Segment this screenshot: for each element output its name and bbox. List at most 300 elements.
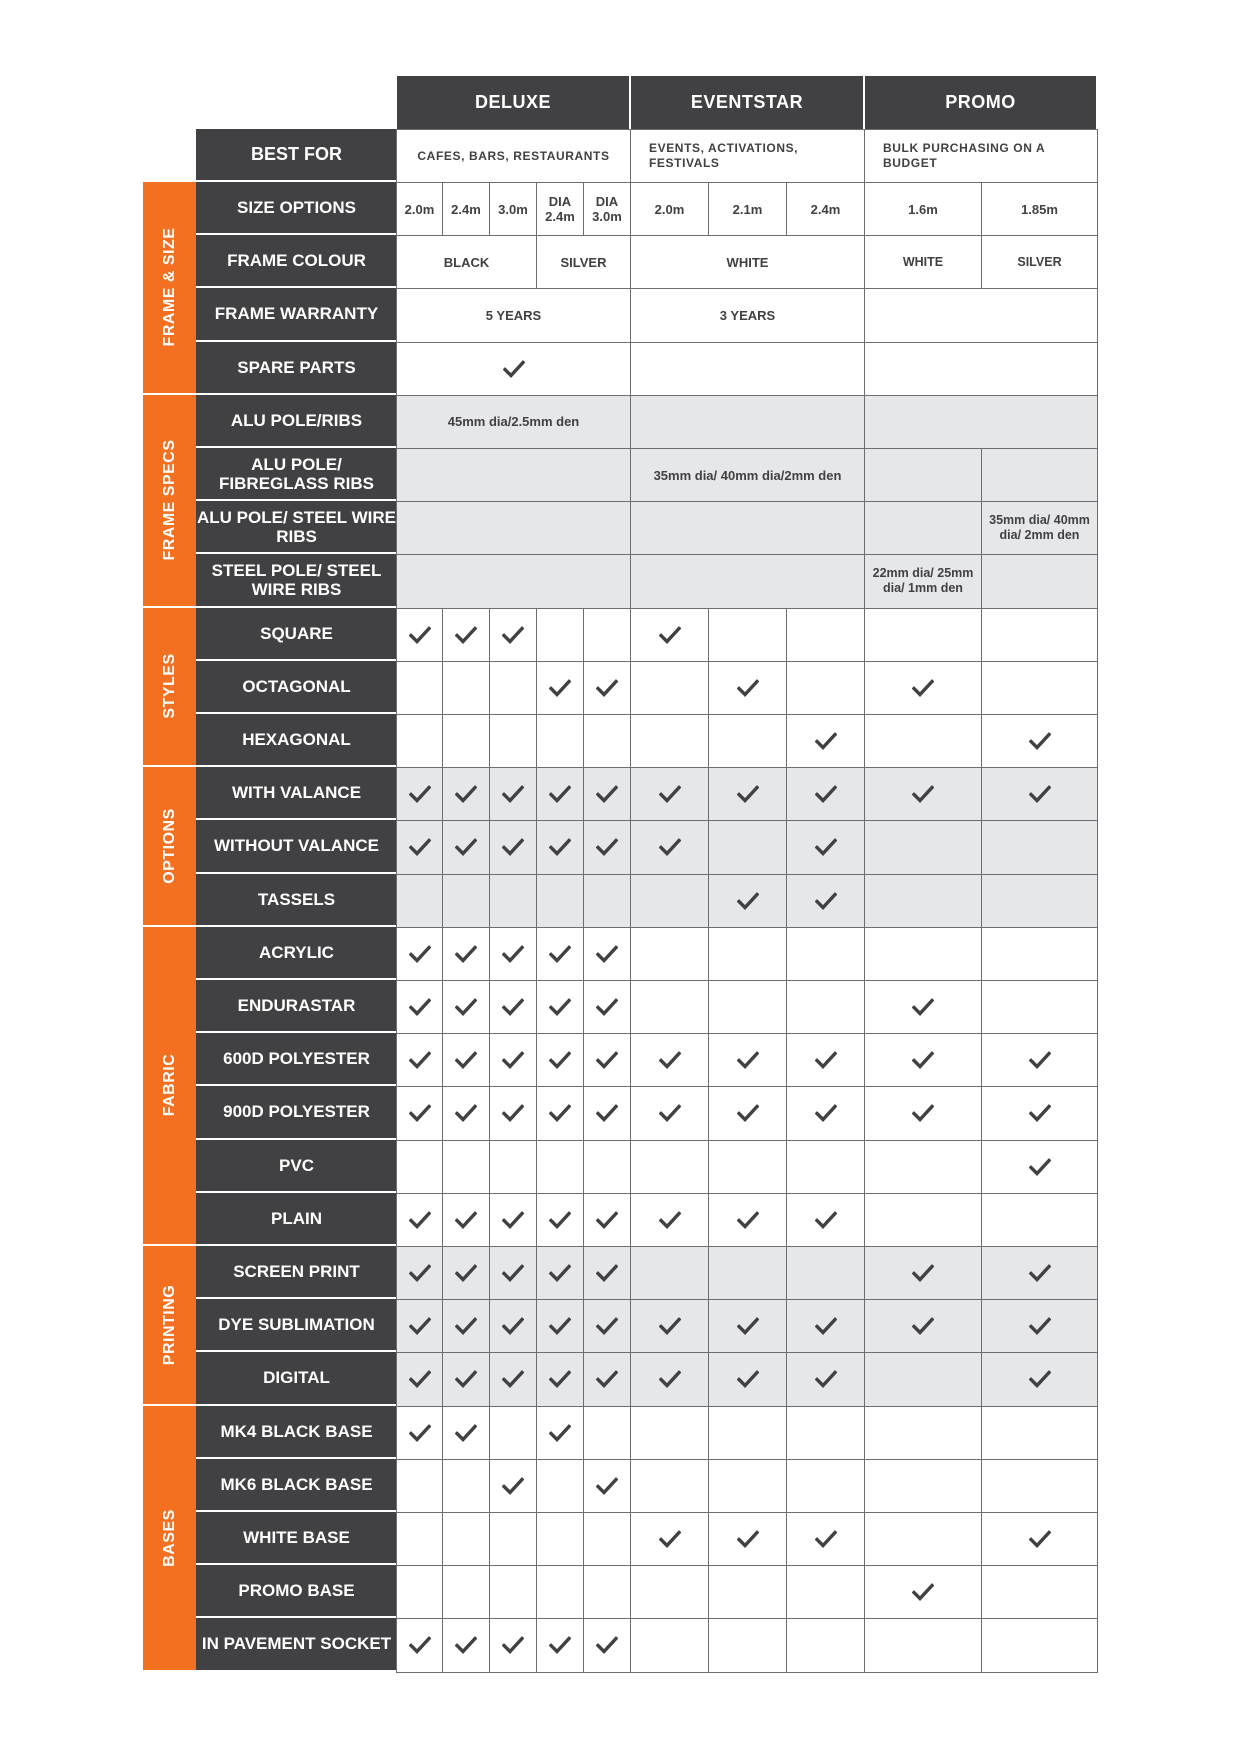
- spec-cell: [396, 448, 631, 502]
- checkmark-icon: [815, 1530, 837, 1548]
- check-cell: [489, 980, 537, 1034]
- checkmark-icon: [455, 1636, 477, 1654]
- check-cell: [442, 714, 490, 768]
- row-label: ALU POLE/ FIBREGLASS RIBS: [196, 448, 397, 501]
- check-cell: [489, 1565, 537, 1619]
- check-cell: [396, 714, 443, 768]
- best-for-value: EVENTS, ACTIVATIONS, FESTIVALS: [630, 129, 865, 183]
- check-cell: [981, 1406, 1098, 1460]
- checkmark-icon: [409, 1370, 431, 1388]
- check-cell: [864, 661, 982, 715]
- check-cell: [489, 820, 537, 874]
- size-option-cell: 2.1m: [708, 182, 787, 236]
- checkmark-icon: [596, 679, 618, 697]
- check-cell: [864, 1193, 982, 1247]
- section-label-printing: [143, 1246, 196, 1406]
- checkmark-icon: [502, 1104, 524, 1122]
- spec-cell: [864, 501, 982, 555]
- spec-cell: 5 YEARS: [396, 288, 631, 342]
- section-title: FRAME SPECS: [160, 439, 178, 561]
- checkmark-icon: [659, 626, 681, 644]
- checkmark-icon: [596, 1370, 618, 1388]
- tier-header-promo: PROMO: [865, 76, 1098, 129]
- row-label: WITHOUT VALANCE: [196, 820, 397, 873]
- checkmark-icon: [549, 1636, 571, 1654]
- checkmark-icon: [455, 785, 477, 803]
- check-cell: [981, 1193, 1098, 1247]
- row-label: ENDURASTAR: [196, 980, 397, 1033]
- spec-cell: [981, 554, 1098, 608]
- check-cell: [708, 927, 787, 981]
- check-cell: [981, 1140, 1098, 1194]
- check-cell: [786, 980, 865, 1034]
- check-cell: [583, 1512, 631, 1566]
- check-cell: [442, 1618, 490, 1672]
- check-cell: [583, 767, 631, 821]
- check-cell: [981, 1299, 1098, 1353]
- row-label: PVC: [196, 1140, 397, 1193]
- checkmark-icon: [1029, 1158, 1051, 1176]
- checkmark-icon: [737, 785, 759, 803]
- row-label: TASSELS: [196, 874, 397, 927]
- check-cell: [708, 1033, 787, 1087]
- checkmark-icon: [455, 1104, 477, 1122]
- check-cell: [708, 1299, 787, 1353]
- checkmark-icon: [502, 1051, 524, 1069]
- check-cell: [786, 1086, 865, 1140]
- row-label: OCTAGONAL: [196, 661, 397, 714]
- check-cell: [864, 1406, 982, 1460]
- check-cell: [630, 927, 709, 981]
- checkmark-icon: [659, 838, 681, 856]
- spec-cell: [864, 288, 1098, 342]
- check-cell: [864, 820, 982, 874]
- check-cell: [786, 874, 865, 928]
- check-cell: [442, 927, 490, 981]
- check-cell: [864, 874, 982, 928]
- checkmark-icon: [502, 838, 524, 856]
- checkmark-icon: [737, 1104, 759, 1122]
- check-cell: [786, 1193, 865, 1247]
- checkmark-icon: [549, 998, 571, 1016]
- spec-cell: 3 YEARS: [630, 288, 865, 342]
- check-cell: [396, 1512, 443, 1566]
- checkmark-icon: [502, 785, 524, 803]
- row-label: ALU POLE/ STEEL WIRE RIBS: [196, 501, 397, 554]
- check-cell: [442, 1193, 490, 1247]
- check-cell: [981, 1459, 1098, 1513]
- check-cell: [489, 608, 537, 662]
- spec-cell: [396, 554, 631, 608]
- row-label: SIZE OPTIONS: [196, 182, 397, 235]
- check-cell: [708, 1140, 787, 1194]
- check-cell: [489, 1140, 537, 1194]
- size-option-cell: DIA 3.0m: [583, 182, 631, 236]
- checkmark-icon: [596, 1051, 618, 1069]
- checkmark-icon: [596, 1211, 618, 1229]
- check-cell: [396, 1565, 443, 1619]
- check-cell: [630, 820, 709, 874]
- check-cell: [708, 767, 787, 821]
- checkmark-icon: [502, 1477, 524, 1495]
- spec-cell: [864, 342, 1098, 396]
- check-cell: [442, 767, 490, 821]
- checkmark-icon: [815, 838, 837, 856]
- check-cell: [489, 1618, 537, 1672]
- check-cell: [864, 1565, 982, 1619]
- section-title: FRAME & SIZE: [160, 227, 178, 347]
- check-cell: [489, 1352, 537, 1406]
- checkmark-icon: [549, 1104, 571, 1122]
- check-cell: [630, 1193, 709, 1247]
- check-cell: [786, 1459, 865, 1513]
- check-cell: [583, 1246, 631, 1300]
- row-label: 900D POLYESTER: [196, 1086, 397, 1139]
- check-cell: [864, 608, 982, 662]
- checkmark-icon: [912, 1051, 934, 1069]
- checkmark-icon: [409, 945, 431, 963]
- checkmark-icon: [549, 785, 571, 803]
- check-cell: [786, 767, 865, 821]
- check-cell: [489, 661, 537, 715]
- check-cell: [536, 1246, 584, 1300]
- check-cell: [583, 980, 631, 1034]
- row-label: WITH VALANCE: [196, 767, 397, 820]
- checkmark-icon: [737, 892, 759, 910]
- check-cell: [864, 1033, 982, 1087]
- check-cell: [583, 1193, 631, 1247]
- checkmark-icon: [455, 1211, 477, 1229]
- check-cell: [864, 767, 982, 821]
- check-cell: [864, 1086, 982, 1140]
- checkmark-icon: [737, 1530, 759, 1548]
- check-cell: [442, 1033, 490, 1087]
- checkmark-icon: [737, 1317, 759, 1335]
- row-label: DIGITAL: [196, 1352, 397, 1405]
- row-label: ALU POLE/RIBS: [196, 395, 397, 448]
- checkmark-icon: [596, 1104, 618, 1122]
- check-cell: [396, 820, 443, 874]
- checkmark-icon: [737, 1370, 759, 1388]
- check-cell: [583, 1565, 631, 1619]
- check-cell: [981, 874, 1098, 928]
- checkmark-icon: [502, 1317, 524, 1335]
- check-cell: [396, 1299, 443, 1353]
- checkmark-icon: [549, 1317, 571, 1335]
- check-cell: [786, 1299, 865, 1353]
- checkmark-icon: [1029, 1264, 1051, 1282]
- spec-cell: [396, 501, 631, 555]
- check-cell: [489, 1512, 537, 1566]
- check-cell: [708, 1246, 787, 1300]
- check-cell: [981, 1352, 1098, 1406]
- check-cell: [630, 874, 709, 928]
- row-label: FRAME WARRANTY: [196, 288, 397, 341]
- check-cell: [489, 767, 537, 821]
- checkmark-icon: [912, 679, 934, 697]
- check-cell: [864, 1512, 982, 1566]
- checkmark-icon: [737, 1211, 759, 1229]
- check-cell: [489, 1459, 537, 1513]
- checkmark-icon: [815, 892, 837, 910]
- check-cell: [864, 927, 982, 981]
- check-cell: [630, 1299, 709, 1353]
- check-cell: [536, 1618, 584, 1672]
- check-cell: [489, 874, 537, 928]
- check-cell: [786, 1565, 865, 1619]
- check-cell: [630, 1033, 709, 1087]
- check-cell: [396, 874, 443, 928]
- check-cell: [396, 980, 443, 1034]
- check-cell: [786, 1512, 865, 1566]
- check-cell: [442, 1565, 490, 1619]
- check-cell: [583, 1086, 631, 1140]
- check-cell: [489, 1299, 537, 1353]
- check-cell: [396, 608, 443, 662]
- check-cell: [583, 927, 631, 981]
- check-cell: [536, 1033, 584, 1087]
- check-cell: [536, 1406, 584, 1460]
- check-cell: [396, 1406, 443, 1460]
- row-label: ACRYLIC: [196, 927, 397, 980]
- check-cell: [442, 1086, 490, 1140]
- check-cell: [786, 714, 865, 768]
- check-cell: [786, 1246, 865, 1300]
- checkmark-icon: [659, 1530, 681, 1548]
- checkmark-icon: [659, 1370, 681, 1388]
- check-cell: [536, 1352, 584, 1406]
- check-cell: [442, 1459, 490, 1513]
- spec-cell: 35mm dia/ 40mm dia/ 2mm den: [981, 501, 1098, 555]
- check-cell: [708, 1406, 787, 1460]
- row-label: 600D POLYESTER: [196, 1033, 397, 1086]
- check-cell: [981, 608, 1098, 662]
- check-cell: [536, 714, 584, 768]
- check-cell: [442, 608, 490, 662]
- check-cell: [536, 820, 584, 874]
- section-label-styles: [143, 608, 196, 768]
- check-cell: [708, 1193, 787, 1247]
- check-cell: [864, 1140, 982, 1194]
- check-cell: [864, 714, 982, 768]
- check-cell: [583, 1299, 631, 1353]
- check-cell: [442, 1352, 490, 1406]
- check-cell: [583, 1352, 631, 1406]
- row-label: PLAIN: [196, 1193, 397, 1246]
- check-cell: [396, 767, 443, 821]
- spec-cell: [864, 395, 1098, 449]
- checkmark-icon: [409, 785, 431, 803]
- check-cell: [630, 1352, 709, 1406]
- check-cell: [786, 1618, 865, 1672]
- check-cell: [708, 661, 787, 715]
- checkmark-icon: [659, 1211, 681, 1229]
- check-cell: [630, 1618, 709, 1672]
- checkmark-icon: [737, 1051, 759, 1069]
- check-cell: [708, 1459, 787, 1513]
- checkmark-icon: [455, 1264, 477, 1282]
- checkmark-icon: [409, 1317, 431, 1335]
- checkmark-icon: [503, 360, 525, 378]
- checkmark-icon: [455, 838, 477, 856]
- checkmark-icon: [815, 785, 837, 803]
- checkmark-icon: [659, 785, 681, 803]
- check-cell: [864, 1352, 982, 1406]
- check-cell: [981, 1512, 1098, 1566]
- checkmark-icon: [549, 1264, 571, 1282]
- check-cell: [536, 874, 584, 928]
- checkmark-icon: [659, 1317, 681, 1335]
- checkmark-icon: [549, 679, 571, 697]
- spec-cell: 35mm dia/ 40mm dia/2mm den: [630, 448, 865, 502]
- check-cell: [786, 1140, 865, 1194]
- check-cell: [396, 1459, 443, 1513]
- spec-cell: [630, 554, 865, 608]
- check-cell: [708, 980, 787, 1034]
- check-cell: [536, 661, 584, 715]
- checkmark-icon: [815, 1211, 837, 1229]
- check-cell: [583, 1459, 631, 1513]
- checkmark-icon: [409, 998, 431, 1016]
- check-cell: [396, 1033, 443, 1087]
- check-cell: [981, 980, 1098, 1034]
- check-cell: [786, 820, 865, 874]
- checkmark-icon: [455, 1424, 477, 1442]
- check-cell: [630, 1406, 709, 1460]
- section-title: PRINTING: [160, 1284, 178, 1366]
- checkmark-icon: [912, 998, 934, 1016]
- spec-cell: WHITE: [630, 235, 865, 289]
- checkmark-icon: [502, 998, 524, 1016]
- best-for-value: BULK PURCHASING ON A BUDGET: [864, 129, 1098, 183]
- section-label-frame-specs: [143, 395, 196, 608]
- check-cell: [981, 820, 1098, 874]
- checkmark-icon: [502, 1211, 524, 1229]
- checkmark-icon: [409, 626, 431, 644]
- check-cell: [981, 1086, 1098, 1140]
- row-label: SQUARE: [196, 608, 397, 661]
- checkmark-icon: [912, 1264, 934, 1282]
- check-cell: [786, 1352, 865, 1406]
- check-cell: [708, 820, 787, 874]
- check-cell: [489, 927, 537, 981]
- check-cell: [583, 820, 631, 874]
- checkmark-icon: [596, 998, 618, 1016]
- spec-cell: 22mm dia/ 25mm dia/ 1mm den: [864, 554, 982, 608]
- check-cell: [981, 661, 1098, 715]
- spec-cell: [864, 448, 982, 502]
- check-cell: [630, 714, 709, 768]
- checkmark-icon: [912, 1317, 934, 1335]
- tier-header-deluxe: DELUXE: [397, 76, 631, 129]
- check-cell: [981, 1565, 1098, 1619]
- checkmark-icon: [409, 1264, 431, 1282]
- spec-cell: [981, 448, 1098, 502]
- checkmark-icon: [409, 1636, 431, 1654]
- row-label: SCREEN PRINT: [196, 1246, 397, 1299]
- checkmark-icon: [912, 1104, 934, 1122]
- checkmark-icon: [912, 785, 934, 803]
- checkmark-icon: [1029, 1370, 1051, 1388]
- check-cell: [583, 874, 631, 928]
- check-cell: [630, 1565, 709, 1619]
- checkmark-icon: [596, 1317, 618, 1335]
- checkmark-icon: [455, 626, 477, 644]
- size-option-cell: 2.0m: [630, 182, 709, 236]
- check-cell: [708, 1086, 787, 1140]
- check-cell: [536, 1299, 584, 1353]
- spec-cell: WHITE: [864, 235, 982, 289]
- checkmark-icon: [815, 1104, 837, 1122]
- checkmark-icon: [549, 1211, 571, 1229]
- check-cell: [536, 980, 584, 1034]
- check-cell: [489, 1406, 537, 1460]
- check-cell: [536, 927, 584, 981]
- check-cell: [396, 927, 443, 981]
- check-cell: [708, 714, 787, 768]
- size-option-cell: 2.4m: [442, 182, 490, 236]
- check-cell: [630, 1140, 709, 1194]
- check-cell: [864, 1246, 982, 1300]
- checkmark-icon: [737, 679, 759, 697]
- size-option-cell: 3.0m: [489, 182, 537, 236]
- section-title: OPTIONS: [160, 808, 178, 884]
- checkmark-icon: [409, 1104, 431, 1122]
- check-cell: [981, 927, 1098, 981]
- checkmark-icon: [455, 1317, 477, 1335]
- check-cell: [583, 661, 631, 715]
- size-option-cell: 1.6m: [864, 182, 982, 236]
- row-label: WHITE BASE: [196, 1512, 397, 1565]
- checkmark-icon: [502, 1264, 524, 1282]
- row-label: STEEL POLE/ STEEL WIRE RIBS: [196, 554, 397, 607]
- row-label: MK4 BLACK BASE: [196, 1406, 397, 1459]
- check-cell: [536, 1086, 584, 1140]
- checkmark-icon: [549, 838, 571, 856]
- section-title: FABRIC: [160, 1054, 178, 1117]
- check-cell: [630, 608, 709, 662]
- checkmark-icon: [1029, 1051, 1051, 1069]
- check-cell: [786, 927, 865, 981]
- check-cell: [630, 661, 709, 715]
- check-cell: [536, 1193, 584, 1247]
- check-cell: [583, 1406, 631, 1460]
- row-label-best-for: BEST FOR: [196, 129, 397, 182]
- check-cell: [489, 1033, 537, 1087]
- check-cell: [396, 1246, 443, 1300]
- check-cell: [489, 1086, 537, 1140]
- check-cell: [442, 1140, 490, 1194]
- check-cell: [442, 980, 490, 1034]
- check-cell: [786, 608, 865, 662]
- check-cell: [864, 1299, 982, 1353]
- check-cell: [396, 1086, 443, 1140]
- check-cell: [981, 767, 1098, 821]
- check-cell: [536, 1459, 584, 1513]
- check-cell: [536, 1512, 584, 1566]
- check-cell: [981, 1618, 1098, 1672]
- checkmark-icon: [1029, 1530, 1051, 1548]
- check-cell: [708, 1352, 787, 1406]
- check-cell: [583, 1033, 631, 1087]
- check-cell: [981, 1033, 1098, 1087]
- size-option-cell: 1.85m: [981, 182, 1098, 236]
- check-cell: [864, 980, 982, 1034]
- checkmark-icon: [409, 1211, 431, 1229]
- check-cell: [396, 1618, 443, 1672]
- check-cell: [396, 1193, 443, 1247]
- spec-cell: [630, 342, 865, 396]
